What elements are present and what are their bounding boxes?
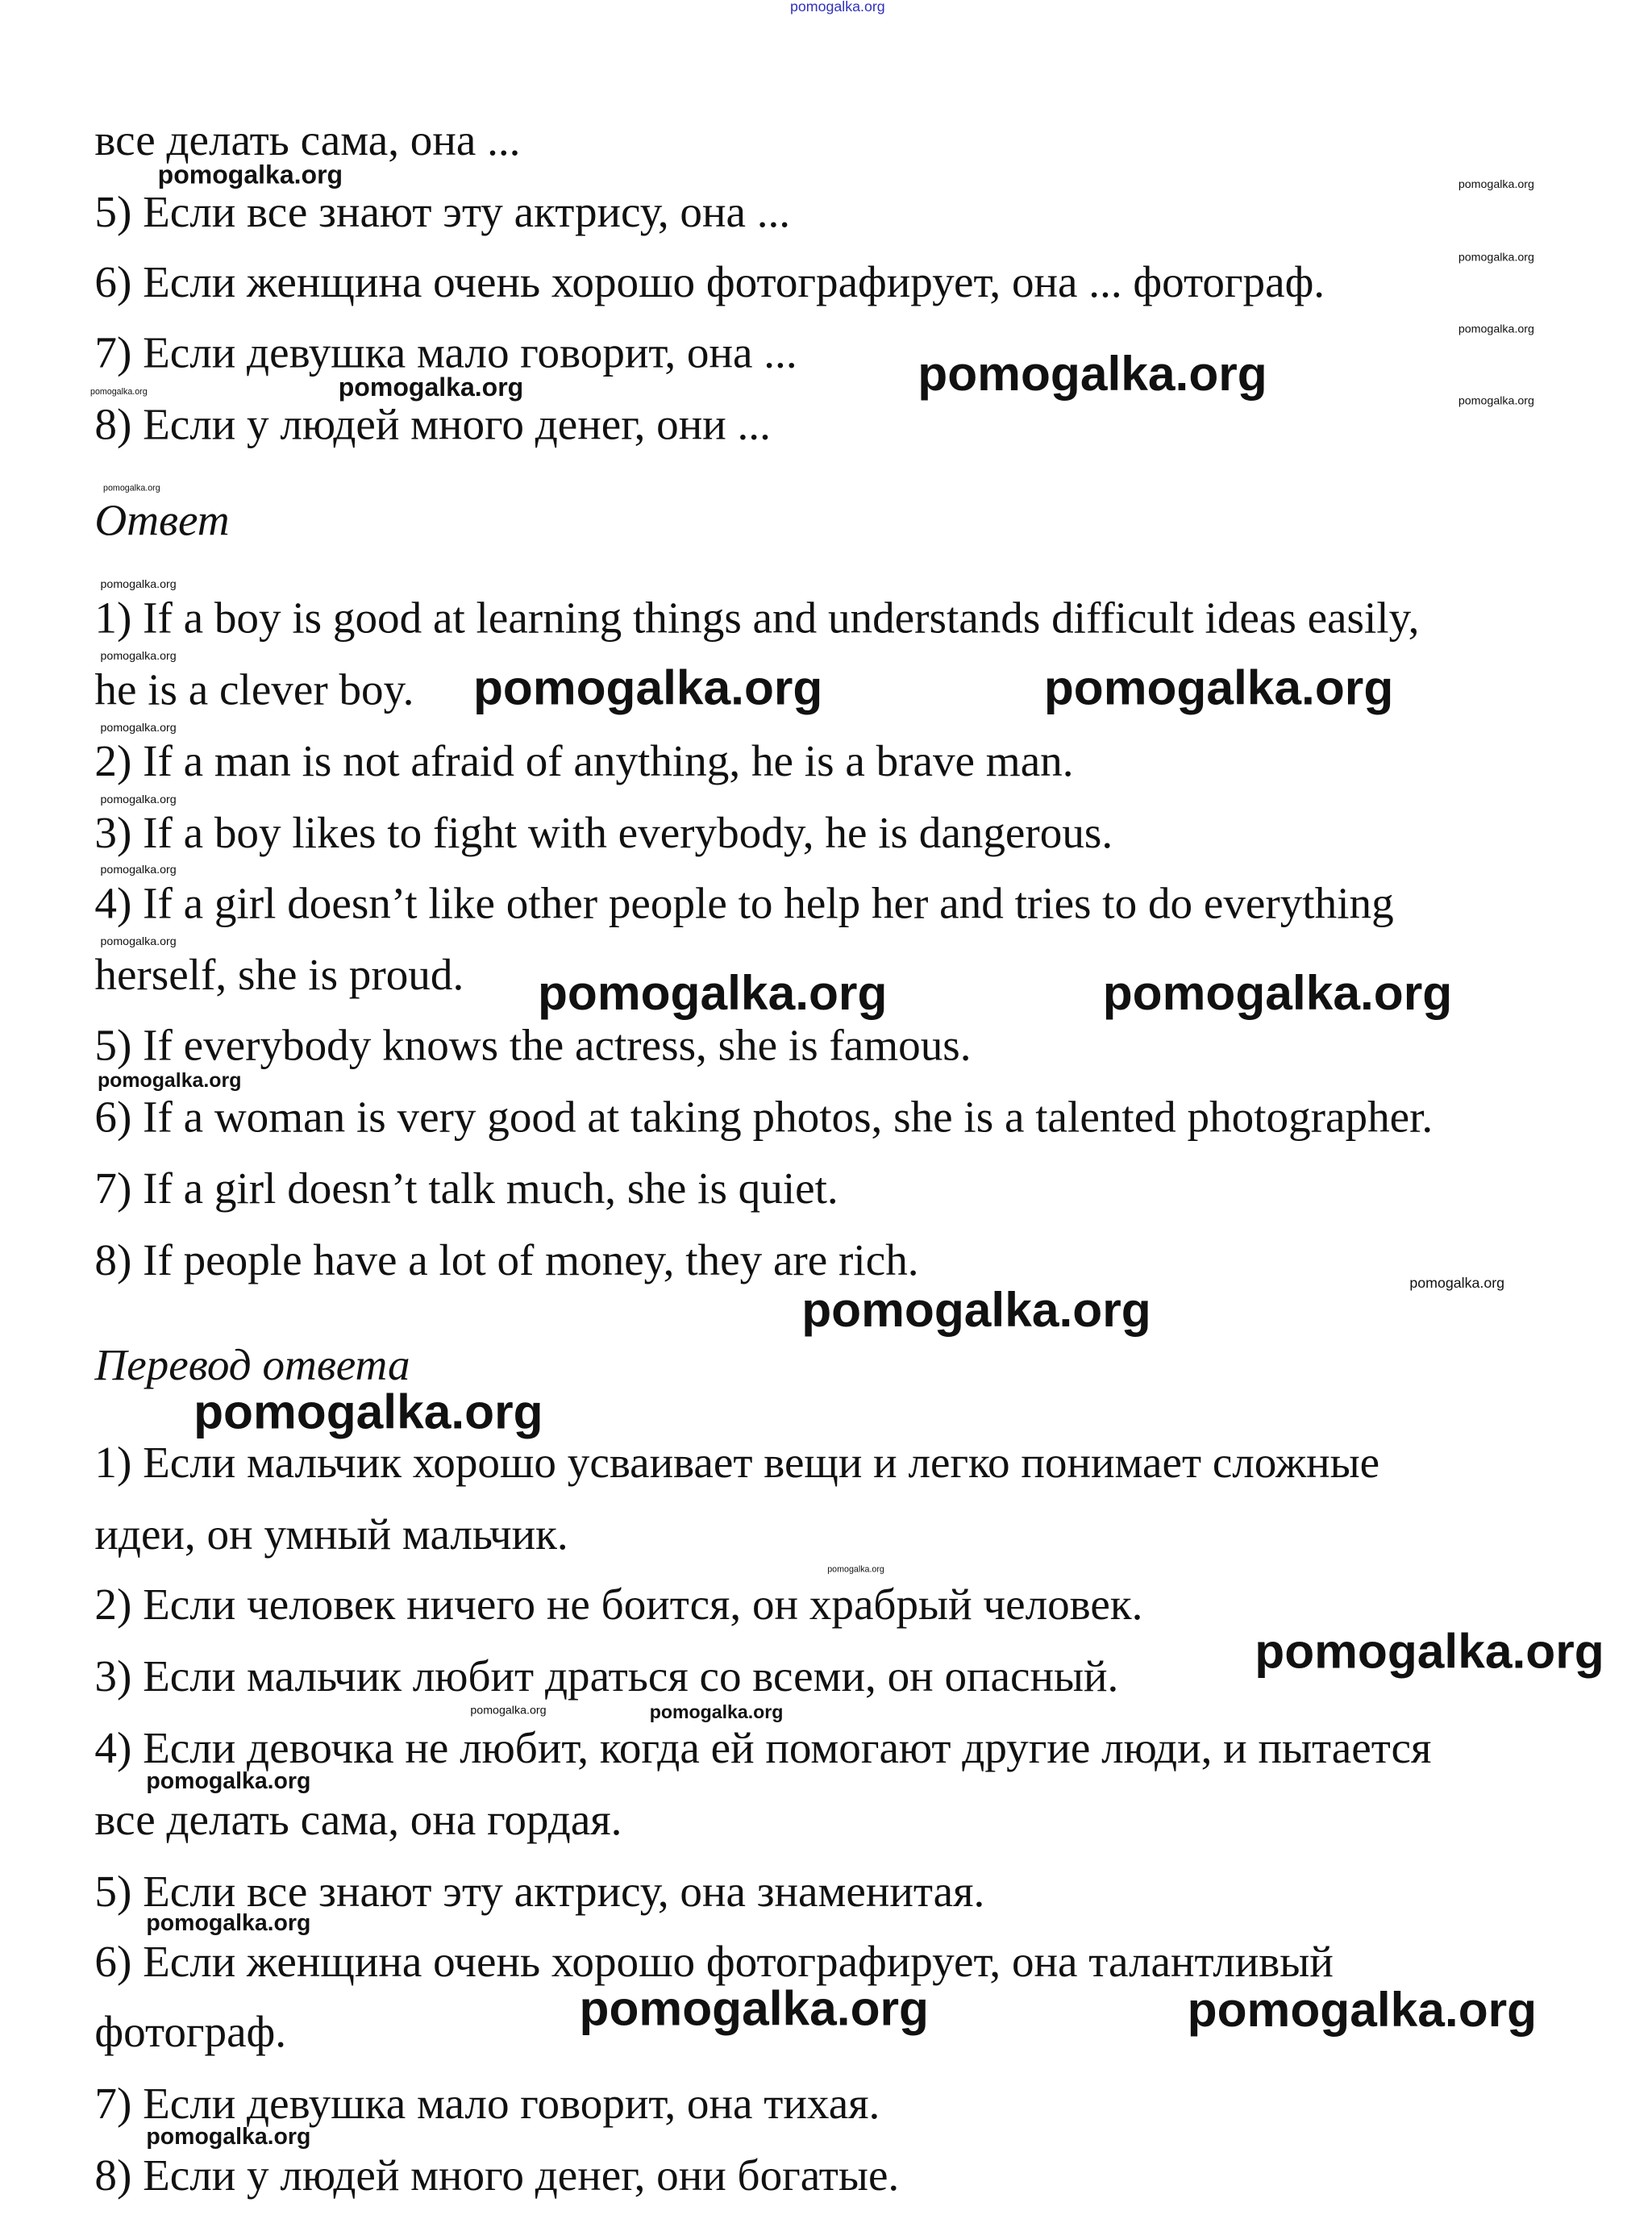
watermark: pomogalka.org bbox=[157, 160, 343, 189]
watermark: pomogalka.org bbox=[801, 1283, 1151, 1338]
watermark: pomogalka.org bbox=[100, 793, 177, 806]
watermark: pomogalka.org bbox=[1458, 177, 1534, 191]
watermark: pomogalka.org bbox=[146, 1911, 311, 1937]
answer-line: herself, she is proud. bbox=[94, 948, 464, 999]
watermark: pomogalka.org bbox=[146, 1769, 311, 1795]
watermark: pomogalka.org bbox=[100, 721, 177, 735]
watermark: pomogalka.org bbox=[470, 1703, 547, 1717]
watermark: pomogalka.org bbox=[1043, 660, 1394, 716]
watermark: pomogalka.org bbox=[827, 1566, 884, 1575]
translation-line: фотограф. bbox=[94, 2005, 287, 2056]
watermark: pomogalka.org bbox=[1458, 251, 1534, 264]
watermark: pomogalka.org bbox=[1102, 966, 1453, 1022]
translation-line: 3) Если мальчик любит драться со всеми, он опасный. bbox=[94, 1650, 1119, 1701]
translation-line: 4) Если девочка не любит, когда ей помогают другие люди, и пытается bbox=[94, 1721, 1432, 1772]
translation-line: 7) Если девушка мало говорит, она тихая. bbox=[94, 2077, 880, 2128]
task-line: 5) Если все знают эту актрису, она ... bbox=[94, 185, 791, 236]
answer-line: 2) If a man is not afraid of anything, he is a brave man. bbox=[94, 735, 1074, 785]
watermark: pomogalka.org bbox=[1458, 394, 1534, 408]
translation-line: все делать сама, она гордая. bbox=[94, 1793, 622, 1844]
watermark: pomogalka.org bbox=[100, 863, 177, 876]
translation-line: идеи, он умный мальчик. bbox=[94, 1508, 568, 1559]
answer-line: 5) If everybody knows the actress, she is famous. bbox=[94, 1018, 972, 1069]
watermark: pomogalka.org bbox=[649, 1701, 784, 1723]
task-line: 6) Если женщина очень хорошо фотографирует, она ... фотограф. bbox=[94, 256, 1325, 306]
watermark: pomogalka.org bbox=[537, 966, 888, 1022]
answer-line: he is a clever boy. bbox=[94, 663, 414, 714]
translation-heading: Перевод ответа bbox=[94, 1338, 410, 1389]
task-line: все делать сама, она ... bbox=[94, 114, 521, 164]
watermark: pomogalka.org bbox=[579, 1982, 930, 2037]
answer-line: 1) If a boy is good at learning things and understands difficult ideas easily, bbox=[94, 591, 1420, 642]
watermark: pomogalka.org bbox=[90, 389, 148, 398]
translation-line: 6) Если женщина очень хорошо фотографирует, она талантливый bbox=[94, 1935, 1334, 1986]
watermark: pomogalka.org bbox=[100, 649, 177, 663]
watermark: pomogalka.org bbox=[146, 2125, 311, 2150]
watermark: pomogalka.org bbox=[103, 485, 160, 493]
answer-line: 8) If people have a lot of money, they are rich. bbox=[94, 1234, 919, 1284]
watermark: pomogalka.org bbox=[338, 373, 524, 402]
translation-line: 2) Если человек ничего не боится, он храбрый человек. bbox=[94, 1578, 1143, 1629]
watermark: pomogalka.org bbox=[1255, 1625, 1604, 1680]
watermark: pomogalka.org bbox=[918, 347, 1267, 402]
translation-line: 1) Если мальчик хорошо усваивает вещи и легко понимает сложные bbox=[94, 1436, 1380, 1487]
task-line: 7) Если девушка мало говорит, она ... bbox=[94, 326, 797, 377]
watermark: pomogalka.org bbox=[193, 1385, 543, 1440]
task-line: 8) Если у людей много денег, они ... bbox=[94, 398, 771, 448]
translation-line: 8) Если у людей много денег, они богатые. bbox=[94, 2149, 900, 2200]
watermark: pomogalka.org bbox=[472, 660, 823, 716]
watermark: pomogalka.org bbox=[1409, 1276, 1505, 1293]
translation-line: 5) Если все знают эту актрису, она знаменитая. bbox=[94, 1865, 985, 1916]
watermark: pomogalka.org bbox=[100, 577, 177, 591]
watermark: pomogalka.org bbox=[1458, 323, 1534, 336]
answer-heading: Ответ bbox=[94, 493, 230, 544]
watermark: pomogalka.org bbox=[1187, 1983, 1538, 2038]
answer-line: 4) If a girl doesn’t like other people to help her and tries to do everything bbox=[94, 876, 1394, 927]
answer-line: 6) If a woman is very good at taking photos, she is a talented photographer. bbox=[94, 1090, 1434, 1141]
watermark: pomogalka.org bbox=[97, 1068, 242, 1092]
watermark: pomogalka.org bbox=[100, 935, 177, 948]
answer-line: 7) If a girl doesn’t talk much, she is quiet. bbox=[94, 1162, 838, 1213]
answer-line: 3) If a boy likes to fight with everybody, he is dangerous. bbox=[94, 806, 1113, 857]
watermark: pomogalka.org bbox=[790, 0, 885, 16]
